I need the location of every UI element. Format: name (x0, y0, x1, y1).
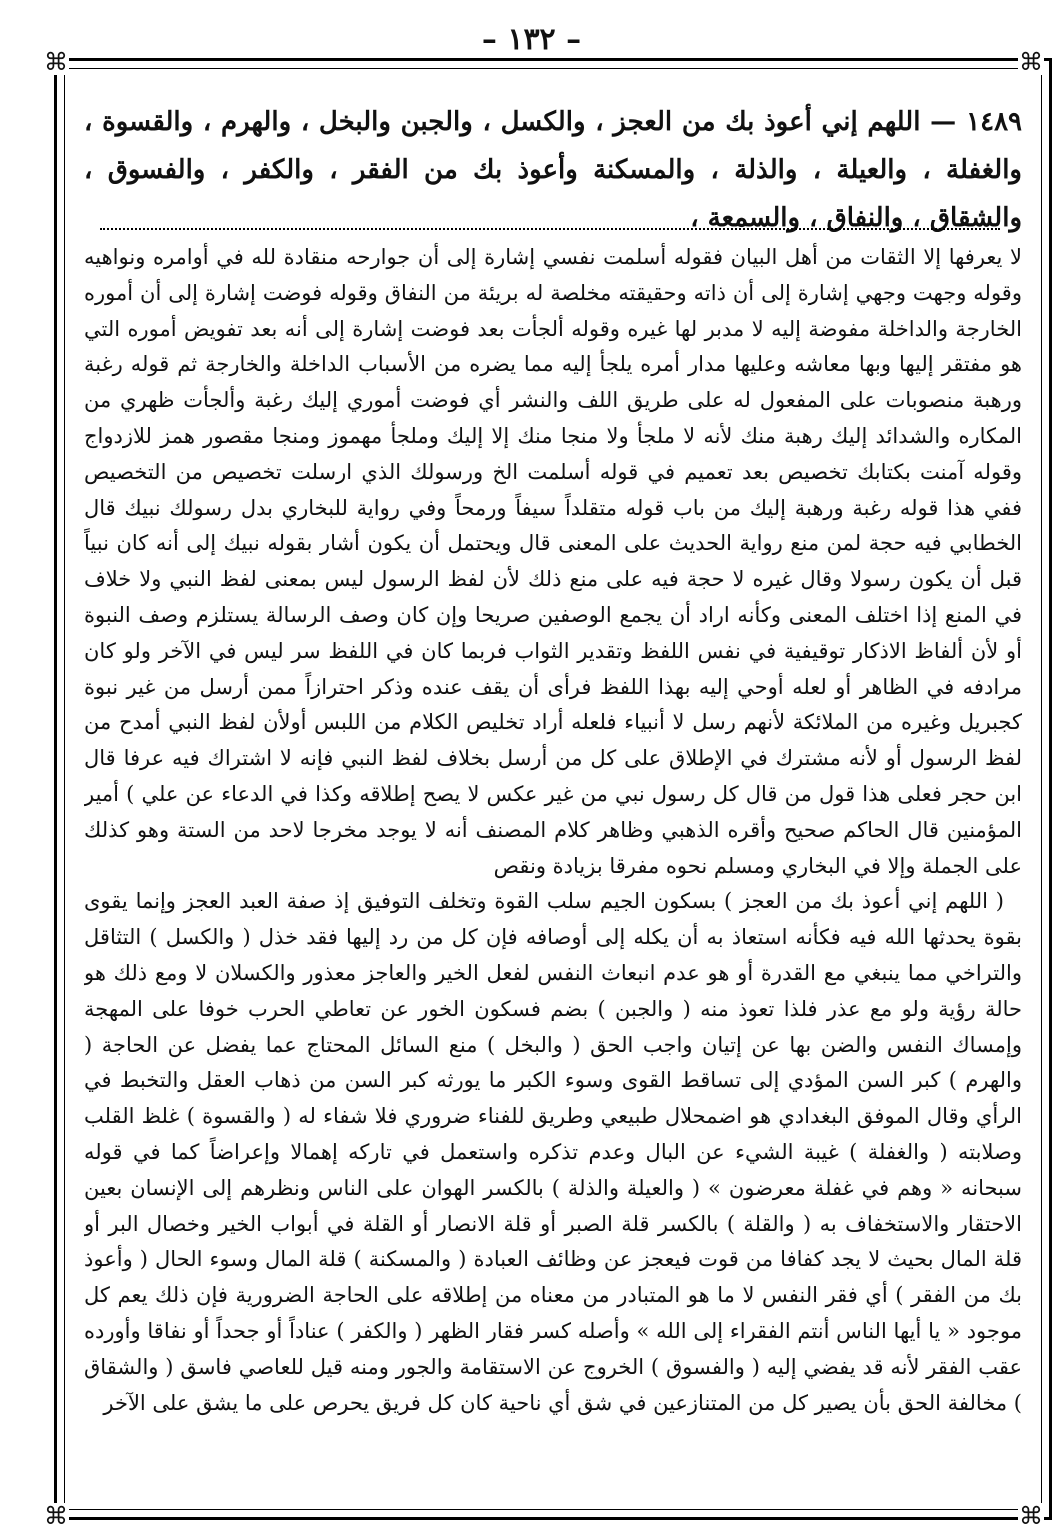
corner-ornament-icon: ⌘ (44, 1502, 68, 1530)
page-number: – ١٣٢ – (481, 22, 582, 57)
commentary-paragraph: لا يعرفها إلا الثقات من أهل البيان فقوله أسلمت نفسي إشارة إلى أن جوارحه منقادة لله في أوامره ونواهيه وقوله وجهت وجهي إشارة إلى أن ذاته وحقيقته مخلصة له بريئة من النفاق وقوله فوضت إشارة إلى أن أموره الخارجة والداخلة مفوضة إليه لا مدبر لها غيره وقوله ألجأت بعد فوضت إشارة إلى أنه بعد تفويض أموره التي هو مفتقر إليها وبها معاشه وعليها مدار أمره يلجأ إليه مما يضره من الأسباب الداخلة والخارجة ثم قوله رغبة ورهبة منصوبات على المفعول له على طريق اللف والنشر أي فوضت أموري إليك رغبة وألجأت ظهري من المكاره والشدائد إليك رهبة منك لأنه لا ملجأ ولا منجا منك إلا إليك وملجأ مهموز ومنجا مقصور همز للازدواج وقوله آمنت بكتابك تخصيص بعد تعميم في قوله أسلمت الخ ورسولك الذي ارسلت تخصيص من التخصيص ففي هذا قوله رغبة ورهبة إليك من باب قوله متقلداً سيفاً ورمحاً وفي رواية للبخاري بدل رسولك نبيك قال الخطابي فيه حجة لمن منع رواية الحديث على المعنى قال ويحتمل أن يكون أشار بقوله نبيك إلى أنه كان نبياً قبل أن يكون رسولا وقال غيره لا حجة فيه على منع ذلك لأن لفظ الرسول ليس بمعنى لفظ النبي ولا خلاف في المنع إذا اختلف المعنى وكأنه اراد أن يجمع الوصفين صريحا وإن كان وصف الرسالة يستلزم وصف النبوة أو لأن ألفاظ الاذكار توقيفية في نفس اللفظ وتقدير الثواب فربما كان في اللفظ سر ليس في الآخر ولو كان مرادفه في الظاهر أو لعله أوحي إليه بهذا اللفظ فرأى أن يقف عنده وذكر احترازاً ممن أرسل من غير نبوة كجبريل وغيره من الملائكة لأنهم رسل لا أنبياء فلعله أراد تخليص الكلام من اللبس أولأن لفظ النبي أمدح من لفظ الرسول أو لأنه مشترك في الإطلاق على كل من أرسل بخلاف لفظ النبي فإنه لا اشتراك فيه عرفا قال ابن حجر فعلى هذا قول من قال كل رسول نبي من غير عكس لا يصح إطلاقه وكذا في الدعاء عن علي ) أمير المؤمنين قال الحاكم صحيح وأقره الذهبي وظاهر كلام المصنف أنه لا يوجد مخرجا لاحد من الستة وهو كذلك على الجملة وإلا في البخاري ومسلم نحوه مفرقا بزيادة ونقص (84, 245, 1022, 878)
corner-ornament-icon: ⌘ (44, 48, 68, 76)
hadith-number: ١٤٨٩ (966, 107, 1022, 137)
hadith-text: — اللهم إني أعوذ بك من العجز ، والكسل ، والجبن والبخل ، والهرم ، والقسوة ، والغفلة ، والعيلة ، والذلة ، والمسكنة وأعوذ بك من الفقر ، والكفر ، والفسوق ، والشقاق ، والنفاق ، والسمعة ، (84, 107, 1022, 233)
corner-ornament-icon: ⌘ (1019, 1502, 1043, 1530)
corner-ornament-icon: ⌘ (1019, 48, 1043, 76)
hadith-text-block (84, 98, 1022, 242)
commentary-block (84, 240, 1022, 1500)
commentary-paragraph: ( اللهم إني أعوذ بك من العجز ) بسكون الجيم سلب القوة وتخلف التوفيق إذ صفة العبد العجز وإنما يقوى بقوة يحدثها الله فيه فكأنه استعاذ به أن يكله إلى أوصافه فإن كل من رد إليها فقد خذل ( والكسل ) التثاقل والتراخي مما ينبغي مع القدرة أو هو عدم انبعاث النفس لفعل الخير والعاجز معذور والكسلان لا ومع ذلك هو حالة رؤية ولو مع عذر فلذا تعوذ منه ( والجبن ) بضم فسكون الخور عن تعاطي الحرب خوفا على المهجة وإمساك النفس والضن بها عن إتيان واجب الحق ( والبخل ) منع السائل المحتاج عما يفضل عن الحاجة ( والهرم ) كبر السن المؤدي إلى تساقط القوى وسوء الكبر ما يورثه كبر السن من ذهاب العقل والتخبط في الرأي وقال الموفق البغدادي هو اضمحلال طبيعي وطريق للفناء ضروري فلا شفاء له ( والقسوة ) غلظ القلب وصلابته ( والغفلة ) غيبة الشيء عن البال وعدم تذكره واستعمل في تاركه إهمالا وإعراضاً كما في قوله سبحانه « وهم في غفلة معرضون » ( والعيلة والذلة ) بالكسر الهوان على الناس ونظرهم إلى الإنسان بعين الاحتقار والاستخفاف به ( والقلة ) بالكسر قلة الصبر أو قلة الانصار أو القلة في أبواب الخير وخصال البر أو قلة المال بحيث لا يجد كفافا من قوت فيعجز عن وظائف العبادة ( والمسكنة ) قلة المال وسوء الحال ( وأعوذ بك من الفقر ) أي فقر النفس لا ما هو المتبادر من معناه من إطلاقه على الحاجة الضرورية فإن ذلك يعم كل موجود « يا أيها الناس أنتم الفقراء إلى الله » وأصله كسر فقار الظهر ( والكفر ) عناداً أو جحداً أو نفاقا وأورده عقب الفقر لأنه قد يفضي إليه ( والفسوق ) الخروج عن الاستقامة والجور ومنه قيل للعاصي فاسق ( والشقاق ) مخالفة الحق بأن يصير كل من المتنازعين في شق أي ناحية كان كل فريق يحرص على ما يشق على الآخر (84, 889, 1022, 1415)
section-divider (100, 228, 1000, 230)
